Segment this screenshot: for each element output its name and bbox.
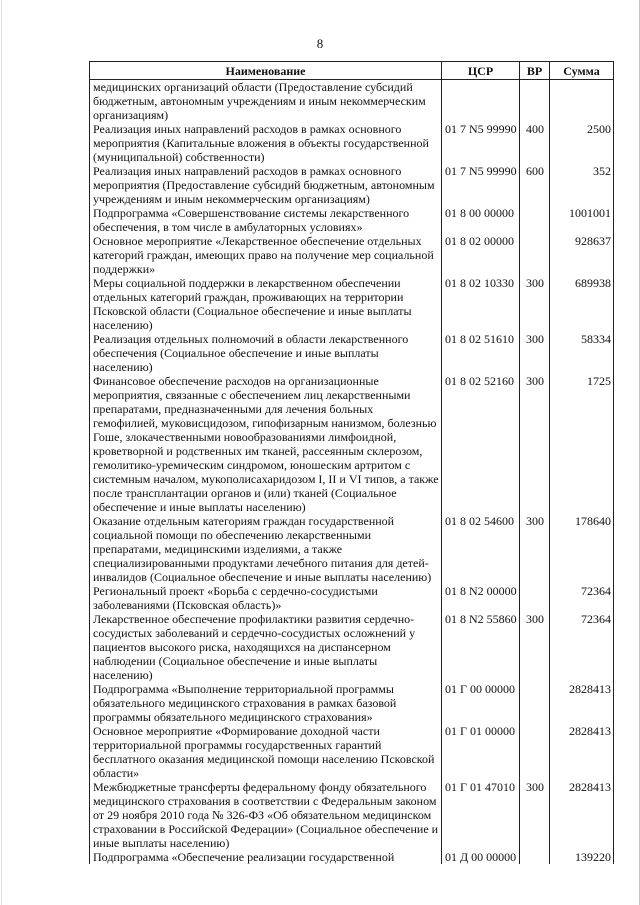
table-row — [90, 514, 614, 584]
row-csr: 01 8 N2 55860 — [442, 612, 520, 682]
header-vr: ВР — [520, 62, 550, 80]
table-body — [90, 80, 614, 865]
row-name: Лекарственное обеспечение профилактики развития сердечно-сосудистых заболеваний и сердечно-сосудистых осложнений у пациентов высокого риска, находящихся на диспансерном наблюдении (Социальное обеспечение и иные выплаты населению) — [90, 612, 442, 682]
table-row — [90, 276, 614, 332]
row-name: Основное мероприятие «Лекарственное обеспечение отдельных категорий граждан, имеющих право на получение мер социальной поддержки» — [90, 234, 442, 276]
row-vr: 300 — [520, 332, 550, 374]
row-csr: 01 8 00 00000 — [442, 206, 520, 234]
row-csr: 01 Г 01 00000 — [442, 724, 520, 780]
table-row — [90, 206, 614, 234]
row-sum — [550, 80, 614, 123]
row-sum: 689938 — [550, 276, 614, 332]
table-row — [90, 682, 614, 724]
row-sum: 72364 — [550, 612, 614, 682]
row-name: Финансовое обеспечение расходов на организационные мероприятия, связанные с обеспечением лиц лекарственными препаратами, предназначенными для лечения больных гемофилией, муковисцидозом, гипофизарным нанизмом, болезнью Гоше, злокачественными новообразованиями лимфоидной, кроветворной и родственных им тканей, рассеянным склерозом, гемолитико-уремическим синдромом, юношеским артритом с системным началом, мукополисахаридозом I, II и VI типов, а также после трансплантации органов и (или) тканей (Социальное обеспечение и иные выплаты населению) — [90, 374, 442, 514]
row-name: Подпрограмма «Совершенствование системы лекарственного обеспечения, в том числе в амбулаторных условиях» — [90, 206, 442, 234]
header-csr: ЦСР — [442, 62, 520, 80]
table-row — [90, 584, 614, 612]
row-sum: 178640 — [550, 514, 614, 584]
row-sum: 1725 — [550, 374, 614, 514]
row-name: Региональный проект «Борьба с сердечно-сосудистыми заболеваниями (Псковская область)» — [90, 584, 442, 612]
row-csr: 01 7 N5 99990 — [442, 122, 520, 164]
row-csr: 01 8 02 52160 — [442, 374, 520, 514]
row-csr: 01 7 N5 99990 — [442, 164, 520, 206]
row-vr: 300 — [520, 612, 550, 682]
header-sum: Сумма — [550, 62, 614, 80]
row-name: Подпрограмма «Выполнение территориальной программы обязательного медицинского страхования в рамках базовой программы обязательного медицинского страхования» — [90, 682, 442, 724]
row-vr: 600 — [520, 164, 550, 206]
row-name: Реализация иных направлений расходов в рамках основного мероприятия (Капитальные вложения в объекты государственной (муниципальной) собственности) — [90, 122, 442, 164]
row-name: Подпрограмма «Обеспечение реализации государственной — [90, 850, 442, 864]
row-name: Реализация отдельных полномочий в области лекарственного обеспечения (Социальное обеспечение и иные выплаты населению) — [90, 332, 442, 374]
row-sum: 2828413 — [550, 724, 614, 780]
table-header-row — [90, 62, 614, 80]
row-vr — [520, 850, 550, 864]
row-vr: 300 — [520, 374, 550, 514]
row-vr: 300 — [520, 276, 550, 332]
row-sum: 928637 — [550, 234, 614, 276]
row-csr: 01 8 02 54600 — [442, 514, 520, 584]
row-name: медицинских организаций области (Предоставление субсидий бюджетным, автономным учреждениям и иным некоммерческим организациям) — [90, 80, 442, 123]
budget-table — [89, 61, 614, 864]
row-csr: 01 8 02 00000 — [442, 234, 520, 276]
row-vr: 300 — [520, 780, 550, 850]
row-name: Межбюджетные трансферты федеральному фонду обязательного медицинского страхования в соответствии с Федеральным законом от 29 ноября 2010 года № 326-ФЗ «Об обязательном медицинском страховании в Российской Федерации» (Социальное обеспечение и иные выплаты населению) — [90, 780, 442, 850]
table-row — [90, 612, 614, 682]
row-csr — [442, 80, 520, 123]
row-vr — [520, 724, 550, 780]
page-left-edge — [1, 0, 2, 905]
row-csr: 01 Г 01 47010 — [442, 780, 520, 850]
row-name: Меры социальной поддержки в лекарственном обеспечении отдельных категорий граждан, проживающих на территории Псковской области (Социальное обеспечение и иные выплаты населению) — [90, 276, 442, 332]
table-row — [90, 122, 614, 164]
row-vr — [520, 584, 550, 612]
row-sum: 2828413 — [550, 682, 614, 724]
table-row — [90, 780, 614, 850]
row-sum: 1001001 — [550, 206, 614, 234]
row-csr: 01 8 02 10330 — [442, 276, 520, 332]
table-row — [90, 724, 614, 780]
row-vr: 300 — [520, 514, 550, 584]
row-vr: 400 — [520, 122, 550, 164]
row-csr: 01 Д 00 00000 — [442, 850, 520, 864]
table-row — [90, 332, 614, 374]
row-vr — [520, 682, 550, 724]
row-sum: 2828413 — [550, 780, 614, 850]
row-sum: 58334 — [550, 332, 614, 374]
table-row — [90, 374, 614, 514]
row-csr: 01 Г 00 00000 — [442, 682, 520, 724]
row-sum: 352 — [550, 164, 614, 206]
table-row — [90, 80, 614, 123]
row-name: Реализация иных направлений расходов в рамках основного мероприятия (Предоставление субсидий бюджетным, автономным учреждениям и иным некоммерческим организациям) — [90, 164, 442, 206]
row-vr — [520, 206, 550, 234]
table-row — [90, 234, 614, 276]
row-sum: 72364 — [550, 584, 614, 612]
row-csr: 01 8 N2 00000 — [442, 584, 520, 612]
table-row — [90, 850, 614, 864]
row-name: Основное мероприятие «Формирование доходной части территориальной программы государственных гарантий бесплатного оказания медицинской помощи населению Псковской области» — [90, 724, 442, 780]
row-vr — [520, 80, 550, 123]
row-vr — [520, 234, 550, 276]
page-number: 8 — [316, 36, 324, 51]
row-sum: 139220 — [550, 850, 614, 864]
header-name: Наименование — [90, 62, 442, 80]
row-csr: 01 8 02 51610 — [442, 332, 520, 374]
row-name: Оказание отдельным категориям граждан государственной социальной помощи по обеспечению лекарственными препаратами, медицинскими изделиями, а также специализированными продуктами лечебного питания для детей-инвалидов (Социальное обеспечение и иные выплаты населению) — [90, 514, 442, 584]
table-row — [90, 164, 614, 206]
row-sum: 2500 — [550, 122, 614, 164]
